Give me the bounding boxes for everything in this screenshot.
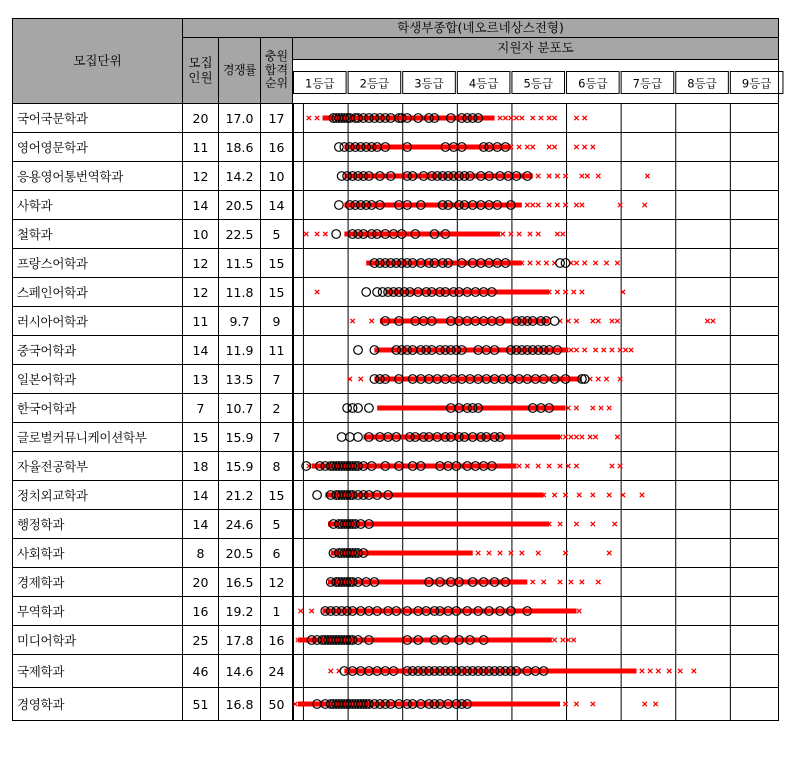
department-name: 일본어학과 xyxy=(13,365,183,394)
rate-cell: 14.6 xyxy=(219,655,261,688)
applicant-mark xyxy=(563,174,567,178)
rank-header: 충원 합격 순위 xyxy=(261,38,293,104)
quota-cell: 13 xyxy=(183,365,219,394)
quota-cell: 14 xyxy=(183,191,219,220)
quota-cell: 14 xyxy=(183,481,219,510)
department-name: 한국어학과 xyxy=(13,394,183,423)
applicant-mark xyxy=(692,669,696,673)
applicant-mark xyxy=(498,551,502,555)
applicant-mark xyxy=(678,669,682,673)
quota-cell: 12 xyxy=(183,249,219,278)
distribution-row xyxy=(335,143,595,152)
distribution-row xyxy=(298,607,581,616)
applicant-mark xyxy=(602,348,606,352)
rate-cell: 19.2 xyxy=(219,597,261,626)
applicant-mark xyxy=(582,145,586,149)
applicant-mark xyxy=(574,116,578,120)
applicant-mark xyxy=(503,116,507,120)
applicant-mark xyxy=(552,145,556,149)
applicant-mark xyxy=(547,464,551,468)
distribution-title: 지원자 분포도 xyxy=(293,38,779,60)
grade-label: 9등급 xyxy=(741,76,772,91)
applicant-mark xyxy=(476,551,480,555)
quota-cell: 14 xyxy=(183,510,219,539)
applicant-mark xyxy=(541,580,545,584)
applicant-mark xyxy=(309,609,313,613)
department-name: 행정학과 xyxy=(13,510,183,539)
applicant-mark xyxy=(359,377,363,381)
applicant-mark xyxy=(369,319,373,323)
rank-cell: 7 xyxy=(261,365,293,394)
distribution-row xyxy=(313,491,644,500)
applicant-mark xyxy=(563,702,567,706)
applicant-mark xyxy=(572,290,576,294)
applicant-mark xyxy=(547,145,551,149)
applicant-mark xyxy=(298,609,302,613)
rank-cell: 10 xyxy=(261,162,293,191)
quota-cell: 20 xyxy=(183,104,219,133)
quota-cell: 12 xyxy=(183,278,219,307)
distribution-row xyxy=(348,375,623,384)
applicant-mark xyxy=(536,174,540,178)
applicant-mark xyxy=(615,435,619,439)
applicant-mark xyxy=(514,116,518,120)
rate-cell: 11.5 xyxy=(219,249,261,278)
grade-label: 4등급 xyxy=(468,76,499,91)
applicant-mark xyxy=(569,580,573,584)
applicant-mark xyxy=(604,377,608,381)
applicant-mark xyxy=(536,261,540,265)
rank-cell: 8 xyxy=(261,452,293,481)
applicant-mark xyxy=(705,319,709,323)
quota-header: 모집 인원 xyxy=(183,38,219,104)
rate-cell: 17.8 xyxy=(219,626,261,655)
distribution-row xyxy=(326,578,600,587)
applicant-mark xyxy=(520,116,524,120)
distribution-row xyxy=(366,259,619,268)
applicant-mark xyxy=(552,493,556,497)
applicant-mark xyxy=(643,702,647,706)
admitted-mark xyxy=(365,404,374,413)
applicant-mark xyxy=(711,319,715,323)
unit-header: 모집단위 xyxy=(13,19,183,104)
applicant-mark xyxy=(580,435,584,439)
applicant-mark xyxy=(525,203,529,207)
distribution-row xyxy=(302,462,622,471)
distribution-row xyxy=(304,230,565,239)
quota-cell: 11 xyxy=(183,307,219,336)
applicant-mark xyxy=(501,232,505,236)
department-name: 자율전공학부 xyxy=(13,452,183,481)
applicant-mark xyxy=(558,580,562,584)
rate-header: 경쟁률 xyxy=(219,38,261,104)
applicant-mark xyxy=(520,551,524,555)
applicant-mark xyxy=(618,377,622,381)
applicant-mark xyxy=(618,464,622,468)
rank-cell: 16 xyxy=(261,133,293,162)
applicant-mark xyxy=(498,116,502,120)
applicant-mark xyxy=(350,319,354,323)
applicant-mark xyxy=(618,203,622,207)
department-name: 경제학과 xyxy=(13,568,183,597)
applicant-mark xyxy=(552,116,556,120)
department-name: 응용영어통번역학과 xyxy=(13,162,183,191)
admitted-mark xyxy=(337,433,346,442)
applicant-mark xyxy=(599,406,603,410)
rate-cell: 16.8 xyxy=(219,688,261,721)
applicant-mark xyxy=(574,261,578,265)
applicant-mark xyxy=(593,435,597,439)
applicant-mark xyxy=(544,261,548,265)
applicant-mark xyxy=(561,232,565,236)
admitted-mark xyxy=(561,259,570,268)
quota-cell: 51 xyxy=(183,688,219,721)
applicant-mark xyxy=(487,551,491,555)
quota-cell: 16 xyxy=(183,597,219,626)
rank-cell: 11 xyxy=(261,336,293,365)
applicant-mark xyxy=(574,435,578,439)
applicant-mark xyxy=(607,406,611,410)
applicant-mark xyxy=(536,203,540,207)
department-name: 사회학과 xyxy=(13,539,183,568)
applicant-mark xyxy=(615,261,619,265)
applicant-mark xyxy=(323,232,327,236)
admitted-mark xyxy=(362,288,371,297)
rate-cell: 20.5 xyxy=(219,539,261,568)
applicant-mark xyxy=(640,669,644,673)
applicant-mark xyxy=(596,319,600,323)
applicant-mark xyxy=(612,522,616,526)
applicant-mark xyxy=(591,493,595,497)
rank-cell: 2 xyxy=(261,394,293,423)
quota-cell: 11 xyxy=(183,133,219,162)
admitted-mark xyxy=(354,346,363,355)
rank-cell: 12 xyxy=(261,568,293,597)
rank-cell: 17 xyxy=(261,104,293,133)
distribution-row xyxy=(296,636,576,645)
applicant-mark xyxy=(552,638,556,642)
applicant-mark xyxy=(580,580,584,584)
rate-cell: 11.8 xyxy=(219,278,261,307)
rank-cell: 50 xyxy=(261,688,293,721)
applicant-mark xyxy=(629,348,633,352)
department-name: 국어국문학과 xyxy=(13,104,183,133)
applicant-mark xyxy=(607,551,611,555)
rank-cell: 15 xyxy=(261,249,293,278)
applicant-mark xyxy=(509,116,513,120)
admitted-mark xyxy=(550,317,559,326)
applicant-mark xyxy=(574,203,578,207)
rank-cell: 6 xyxy=(261,539,293,568)
applicant-mark xyxy=(563,290,567,294)
distribution-row xyxy=(354,346,634,355)
rate-cell: 11.9 xyxy=(219,336,261,365)
applicant-mark xyxy=(623,348,627,352)
department-name: 사학과 xyxy=(13,191,183,220)
department-name: 국제학과 xyxy=(13,655,183,688)
rate-cell: 21.2 xyxy=(219,481,261,510)
applicant-mark xyxy=(593,348,597,352)
quota-cell: 46 xyxy=(183,655,219,688)
applicant-mark xyxy=(517,145,521,149)
distribution-row xyxy=(328,520,617,529)
rank-cell: 15 xyxy=(261,481,293,510)
applicant-mark xyxy=(531,145,535,149)
applicant-mark xyxy=(536,232,540,236)
applicant-mark xyxy=(580,290,584,294)
applicant-mark xyxy=(525,145,529,149)
applicant-mark xyxy=(555,174,559,178)
applicant-mark xyxy=(547,116,551,120)
department-name: 영어영문학과 xyxy=(13,133,183,162)
department-name: 스페인어학과 xyxy=(13,278,183,307)
applicant-mark xyxy=(561,638,565,642)
applicant-mark xyxy=(569,435,573,439)
distribution-row xyxy=(337,433,619,442)
distribution-row xyxy=(315,288,625,297)
distribution-row xyxy=(337,172,649,181)
applicant-mark xyxy=(531,116,535,120)
department-name: 경영학과 xyxy=(13,688,183,721)
applicant-mark xyxy=(574,522,578,526)
rate-cell: 20.5 xyxy=(219,191,261,220)
grade-label: 3등급 xyxy=(414,76,444,91)
rate-cell: 14.2 xyxy=(219,162,261,191)
applicant-mark xyxy=(572,638,576,642)
applicant-mark xyxy=(580,203,584,207)
distribution-row xyxy=(335,201,647,210)
applicant-mark xyxy=(555,290,559,294)
applicant-mark xyxy=(315,116,319,120)
applicant-mark xyxy=(574,702,578,706)
applicant-mark xyxy=(555,203,559,207)
applicant-mark xyxy=(582,348,586,352)
applicant-mark xyxy=(509,232,513,236)
department-name: 철학과 xyxy=(13,220,183,249)
applicant-mark xyxy=(528,261,532,265)
admitted-mark xyxy=(354,404,363,413)
distribution-row xyxy=(350,317,715,326)
applicant-mark xyxy=(591,145,595,149)
applicant-mark xyxy=(555,232,559,236)
applicant-mark xyxy=(585,174,589,178)
admitted-mark xyxy=(346,433,355,442)
applicant-mark xyxy=(558,522,562,526)
rate-cell: 10.7 xyxy=(219,394,261,423)
rate-cell: 15.9 xyxy=(219,452,261,481)
rate-cell: 13.5 xyxy=(219,365,261,394)
quota-cell: 25 xyxy=(183,626,219,655)
department-name: 무역학과 xyxy=(13,597,183,626)
rank-cell: 15 xyxy=(261,278,293,307)
grade-label: 5등급 xyxy=(523,76,554,91)
applicant-mark xyxy=(593,261,597,265)
grade-label: 6등급 xyxy=(578,76,608,91)
rank-cell: 14 xyxy=(261,191,293,220)
rate-cell: 24.6 xyxy=(219,510,261,539)
applicant-mark xyxy=(574,348,578,352)
distribution-row xyxy=(307,114,587,123)
distribution-row xyxy=(329,549,611,558)
applicant-mark xyxy=(653,702,657,706)
grade-labels xyxy=(294,72,783,94)
applicant-mark xyxy=(315,290,319,294)
applicant-mark xyxy=(596,174,600,178)
applicant-mark xyxy=(539,116,543,120)
applicant-mark xyxy=(610,319,614,323)
applicant-mark xyxy=(574,464,578,468)
applicant-mark xyxy=(517,232,521,236)
grade-label: 8등급 xyxy=(687,76,717,91)
applicant-mark xyxy=(591,406,595,410)
rank-cell: 7 xyxy=(261,423,293,452)
applicant-mark xyxy=(615,319,619,323)
applicant-mark xyxy=(640,493,644,497)
quota-cell: 15 xyxy=(183,423,219,452)
applicant-mark xyxy=(643,203,647,207)
applicant-mark xyxy=(547,174,551,178)
department-name: 중국어학과 xyxy=(13,336,183,365)
applicant-mark xyxy=(577,493,581,497)
rate-cell: 22.5 xyxy=(219,220,261,249)
applicant-mark xyxy=(536,551,540,555)
applicant-mark xyxy=(596,580,600,584)
rank-cell: 9 xyxy=(261,307,293,336)
applicant-mark xyxy=(563,435,567,439)
quota-cell: 18 xyxy=(183,452,219,481)
rank-cell: 24 xyxy=(261,655,293,688)
applicant-mark xyxy=(329,669,333,673)
department-name: 정치외교학과 xyxy=(13,481,183,510)
applicant-mark xyxy=(656,669,660,673)
applicant-mark xyxy=(574,145,578,149)
rate-cell: 15.9 xyxy=(219,423,261,452)
applicant-mark xyxy=(536,464,540,468)
applicant-mark xyxy=(531,203,535,207)
applicant-mark xyxy=(569,348,573,352)
applicant-mark xyxy=(509,551,513,555)
applicant-mark xyxy=(547,203,551,207)
rank-cell: 5 xyxy=(261,510,293,539)
admitted-mark xyxy=(335,201,344,210)
quota-cell: 14 xyxy=(183,336,219,365)
quota-cell: 12 xyxy=(183,162,219,191)
applicant-mark xyxy=(596,377,600,381)
rate-cell: 18.6 xyxy=(219,133,261,162)
quota-cell: 7 xyxy=(183,394,219,423)
department-name: 프랑스어학과 xyxy=(13,249,183,278)
rank-cell: 1 xyxy=(261,597,293,626)
applicant-mark xyxy=(574,319,578,323)
applicant-mark xyxy=(591,522,595,526)
applicant-mark xyxy=(574,406,578,410)
applicant-mark xyxy=(307,116,311,120)
applicant-mark xyxy=(315,232,319,236)
applicant-mark xyxy=(563,203,567,207)
grade-label: 7등급 xyxy=(632,76,663,91)
distribution-row xyxy=(343,404,612,413)
applicant-mark xyxy=(610,464,614,468)
rank-cell: 16 xyxy=(261,626,293,655)
applicant-mark xyxy=(517,464,521,468)
applicant-mark xyxy=(582,116,586,120)
applicant-mark xyxy=(563,493,567,497)
applicant-mark xyxy=(580,174,584,178)
applicant-mark xyxy=(648,669,652,673)
applicant-mark xyxy=(667,669,671,673)
admitted-mark xyxy=(354,433,363,442)
applicant-mark xyxy=(558,464,562,468)
applicant-mark xyxy=(563,551,567,555)
admitted-mark xyxy=(332,230,341,239)
distribution-row xyxy=(293,700,658,709)
applicant-mark xyxy=(610,348,614,352)
applicant-mark xyxy=(582,261,586,265)
rate-cell: 17.0 xyxy=(219,104,261,133)
applicant-mark xyxy=(591,319,595,323)
department-name: 미디어학과 xyxy=(13,626,183,655)
quota-cell: 8 xyxy=(183,539,219,568)
applicant-mark xyxy=(604,261,608,265)
applicant-mark xyxy=(645,174,649,178)
rate-cell: 9.7 xyxy=(219,307,261,336)
applicant-mark xyxy=(577,609,581,613)
applicant-mark xyxy=(304,232,308,236)
rate-cell: 16.5 xyxy=(219,568,261,597)
applicant-mark xyxy=(525,464,529,468)
applicant-mark xyxy=(618,348,622,352)
group-title: 학생부종합(네오르네상스전형) xyxy=(183,19,779,38)
applicant-mark xyxy=(588,435,592,439)
applicant-mark xyxy=(531,580,535,584)
quota-cell: 10 xyxy=(183,220,219,249)
applicant-mark xyxy=(591,702,595,706)
department-name: 글로벌커뮤니케이션학부 xyxy=(13,423,183,452)
grade-label: 1등급 xyxy=(305,76,335,91)
department-name: 러시아어학과 xyxy=(13,307,183,336)
applicant-mark xyxy=(607,493,611,497)
rank-cell: 5 xyxy=(261,220,293,249)
quota-cell: 20 xyxy=(183,568,219,597)
grade-label: 2등급 xyxy=(359,76,390,91)
applicant-mark xyxy=(528,232,532,236)
admitted-mark xyxy=(313,491,322,500)
